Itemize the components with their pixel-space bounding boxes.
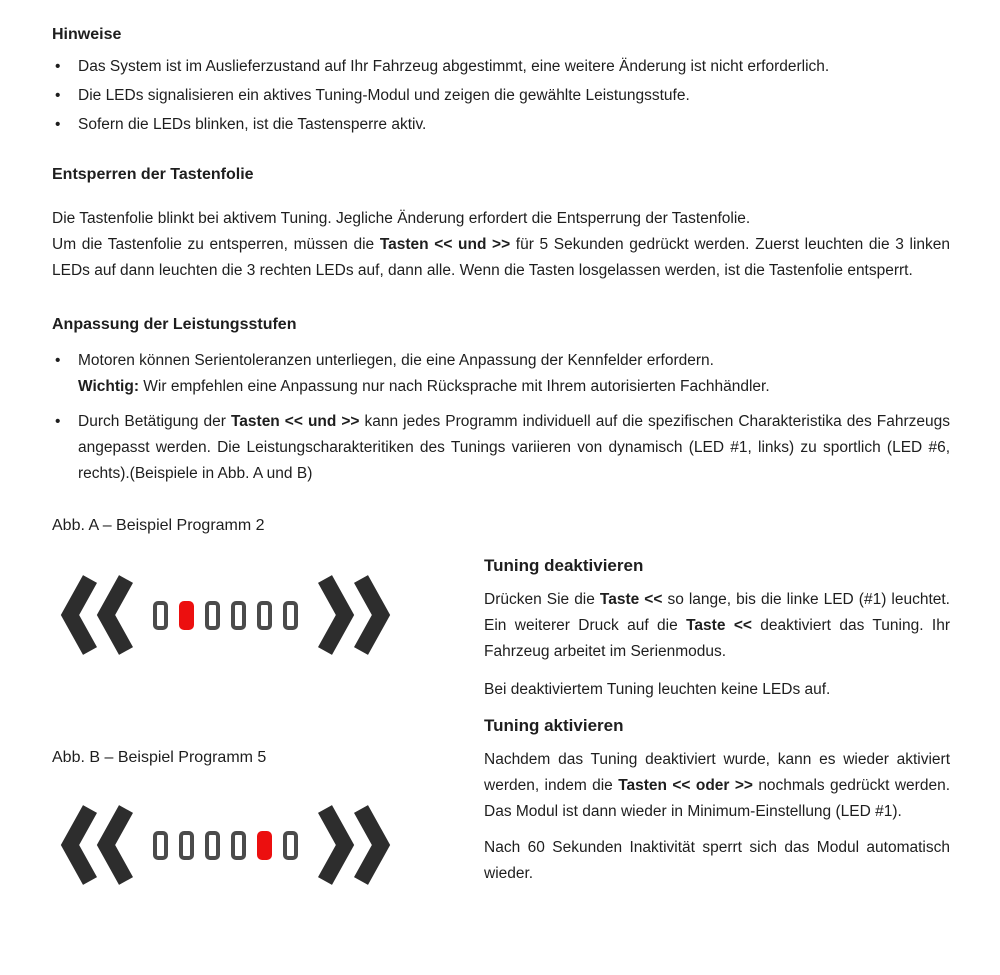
hinweise-list (52, 54, 950, 138)
text-segment: für 5 Sekunden gedrückt werden. Zuerst leuchten die 3 linken LEDs auf dann leuchten die 3 rechten LEDs auf, dann alle. Wenn die Tasten losgelassen werden, ist die Tastenfolie entsperrt. (52, 236, 950, 279)
led-4 (231, 601, 246, 630)
led-row (153, 831, 298, 860)
list-item (52, 409, 950, 487)
paragraph-line: Die Tastenfolie blinkt bei aktivem Tuning. Jegliche Änderung erfordert die Entsperrung der Tastenfolie. (52, 210, 751, 227)
led-3 (205, 831, 220, 860)
bold-text-taste: Taste << (686, 617, 752, 634)
anpassung-list (52, 348, 950, 487)
figures-and-instructions (52, 515, 950, 887)
bullet-icon: • (55, 87, 61, 104)
led-6 (283, 601, 298, 630)
text-segment: nochmals gedrückt werden. Das Modul ist dann wieder in Minimum-Einstellung (LED #1). (484, 777, 950, 820)
bold-text-tasten: Tasten << und >> (379, 236, 511, 253)
text-segment: kann jedes Programm individuell auf die spezifischen Charakteristika des Fahrzeugs angepasst werden. Die Leistungscharakteritiken des Tunings variieren von dynamisch (LED #1, links) zu sportlich (LED #6, rechts).(Beispiele in Abb. A und B) (78, 413, 950, 482)
figure-a-led-display (56, 573, 484, 657)
deaktivieren-paragraph (484, 587, 950, 665)
led-4 (231, 831, 246, 860)
figure-b-caption: Abb. B – Beispiel Programm 5 (52, 749, 267, 766)
entsperren-paragraph (52, 206, 950, 284)
led-3 (205, 601, 220, 630)
led-6 (283, 831, 298, 860)
chevrons-left-icon (56, 573, 136, 657)
section-title-anpassung: Anpassung der Leistungsstufen (52, 316, 297, 333)
led-2 (179, 831, 194, 860)
bullet-icon: • (55, 352, 61, 369)
section-title-hinweise: Hinweise (52, 26, 122, 43)
list-item-text: Das System ist im Auslieferzustand auf Ihr Fahrzeug abgestimmt, eine weitere Änderung ist nicht erforderlich. (78, 58, 830, 75)
figures-column (52, 515, 484, 887)
chevrons-left-icon (56, 803, 136, 887)
list-item (52, 348, 950, 400)
figure-a-caption: Abb. A – Beispiel Programm 2 (52, 517, 265, 534)
bold-text-tasten: Tasten << oder >> (618, 777, 753, 794)
text-segment: Durch Betätigung der (78, 413, 231, 430)
aktivieren-paragraph (484, 747, 950, 825)
paragraph-text (52, 232, 950, 284)
text-segment: Motoren können Serientoleranzen unterliegen, die eine Anpassung der Kennfelder erfordern. (78, 352, 714, 369)
chevrons-right-icon (315, 803, 395, 887)
list-item-text (78, 409, 950, 487)
text-segment: Wir empfehlen eine Anpassung nur nach Rücksprache mit Ihrem autorisierten Fachhändler. (139, 378, 770, 395)
list-item (52, 83, 950, 109)
list-item (52, 54, 950, 80)
led-5 (257, 601, 272, 630)
figure-b-led-display (56, 803, 484, 887)
instructions-column (484, 515, 950, 887)
list-item-text: Sofern die LEDs blinken, ist die Tastensperre aktiv. (78, 116, 427, 133)
list-item (52, 112, 950, 138)
text-segment: Drücken Sie die (484, 591, 600, 608)
bold-text-wichtig: Wichtig: (78, 378, 139, 395)
deaktivieren-note: Bei deaktiviertem Tuning leuchten keine LEDs auf. (484, 681, 831, 698)
bullet-icon: • (55, 58, 61, 75)
heading-tuning-aktivieren: Tuning aktivieren (484, 716, 624, 735)
chevrons-right-icon (315, 573, 395, 657)
heading-tuning-deaktivieren: Tuning deaktivieren (484, 556, 644, 575)
text-segment: Um die Tastenfolie zu entsperren, müssen die (52, 236, 380, 253)
list-item-text (78, 348, 950, 400)
led-1 (153, 831, 168, 860)
led-row (153, 601, 298, 630)
bold-text-taste: Taste << (599, 591, 663, 608)
text-segment: Nachdem das Tuning deaktiviert wurde, kann es wieder aktiviert werden, indem die (484, 751, 950, 794)
bold-text-tasten: Tasten << und >> (230, 413, 360, 430)
text-segment: deaktiviert das Tuning. Ihr Fahrzeug arbeitet im Serienmodus. (484, 617, 950, 660)
aktivieren-note: Nach 60 Sekunden Inaktivität sperrt sich das Modul automatisch wieder. (484, 839, 950, 882)
led-1 (153, 601, 168, 630)
led-2-active (179, 601, 194, 630)
section-title-entsperren: Entsperren der Tastenfolie (52, 166, 254, 183)
bullet-icon: • (55, 116, 61, 133)
list-item-text: Die LEDs signalisieren ein aktives Tuning-Modul und zeigen die gewählte Leistungsstufe. (78, 87, 690, 104)
text-segment: so lange, bis die linke LED (#1) leuchtet. Ein weiterer Druck auf die (484, 591, 950, 634)
bullet-icon: • (55, 413, 61, 430)
led-5-active (257, 831, 272, 860)
